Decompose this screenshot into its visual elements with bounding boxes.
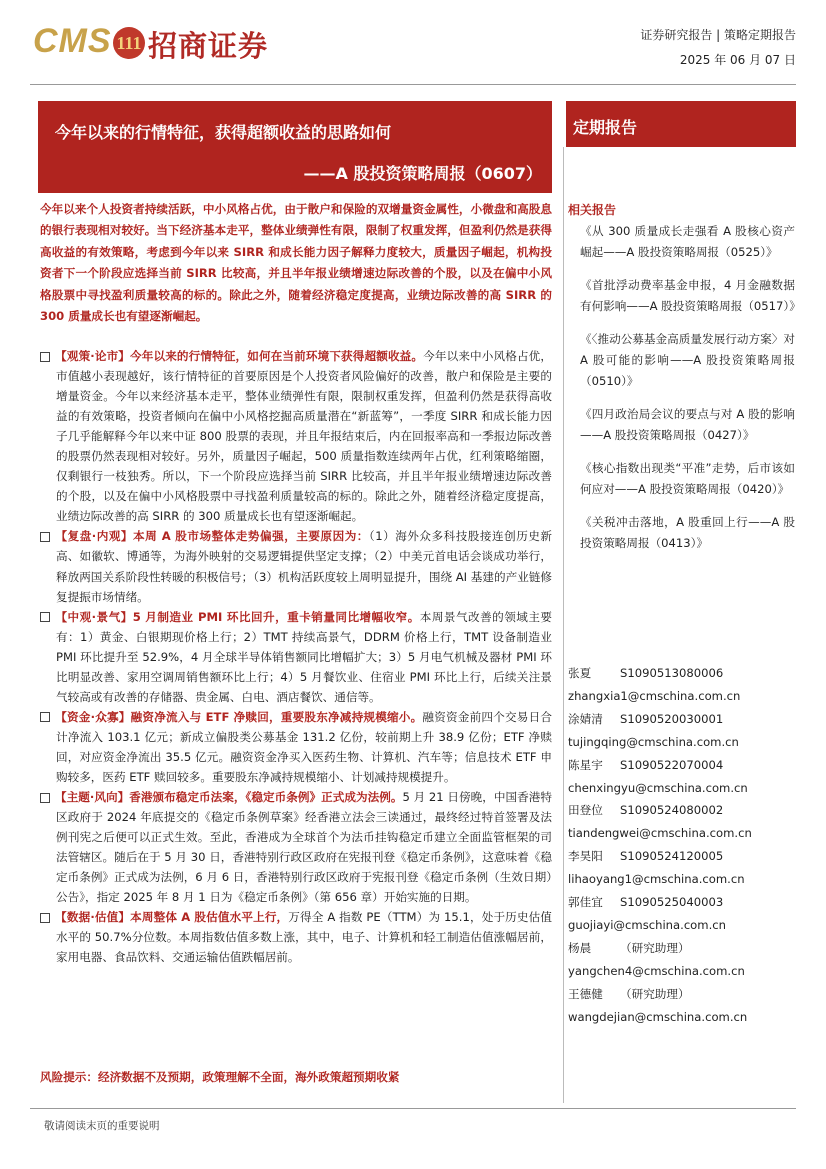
- section-text: 融资资金前四个交易日合计净流入 103.1 亿元；新成立偏股类公募基金 131.2 亿份，较前期上升 38.9 亿份；ETF 净赎回，对应资金净流出 35.5 亿元。融资资金净买入医药生物、计算机、汽车等；信息技术 ETF 申购较多，医药 ETF 赎回较多。重要股东净减持规模缩小、计划减持规模提升。: [56, 709, 552, 784]
- checkbox-bullet-icon: [40, 913, 50, 923]
- section-review: [40, 526, 552, 606]
- related-reports-list: [580, 221, 801, 566]
- footer-divider: [30, 1108, 796, 1109]
- analyst-name: 王德健: [568, 986, 603, 1001]
- analyst-id: S1090513080006: [620, 666, 724, 680]
- checkbox-bullet-icon: [40, 612, 50, 622]
- analyst-entry: [568, 799, 796, 822]
- header-divider: [30, 84, 796, 85]
- section-text: 5 月 21 日傍晚，中国香港特区政府于 2024 年底提交的《稳定币条例草案》经香港立法会三读通过，最终经过特首签署及法例刊宪之后便可以正式生效。至此，香港成为全球首个为法币挂钩稳定币建立全面监管框架的司法管辖区。随后在于 5 月 30 日，香港特别行政区政府在宪报刊登《稳定币条例》，这意味着《稳定币条例》正式成为法例，6 月 6 日，香港特别行政区政府于宪报刊登《稳定币条例（生效日期）公告》，指定 2025 年 8 月 1 日为《稳定币条例》（第 656 章）开始实施的日期。: [56, 790, 553, 905]
- analyst-id: （研究助理）: [620, 940, 690, 955]
- analyst-entry: [568, 891, 796, 914]
- section-lead: 【中观·景气】5 月制造业 PMI 环比回升，重卡销量同比增幅收窄。: [55, 609, 420, 624]
- section-lead: 【观策·论市】今年以来的行情特征，如何在当前环境下获得超额收益。: [55, 349, 424, 363]
- analyst-email[interactable]: yangchen4@cmschina.com.cn: [568, 963, 745, 978]
- analyst-email[interactable]: guojiayi@cmschina.com.cn: [568, 917, 726, 932]
- risk-warning: 风险提示：经济数据不及预期，政策理解不全面，海外政策超预期收紧: [40, 1070, 400, 1084]
- analyst-email[interactable]: zhangxia1@cmschina.com.cn: [568, 688, 741, 703]
- report-date: 2025 年 06 月 07 日: [679, 53, 796, 67]
- checkbox-bullet-icon: [40, 712, 50, 722]
- report-category: 定期报告: [573, 118, 638, 137]
- related-reports-heading: 相关报告: [568, 203, 617, 217]
- analyst-entry: [568, 983, 796, 1006]
- analyst-name: 涂婧清: [568, 711, 603, 726]
- checkbox-bullet-icon: [40, 532, 50, 542]
- analyst-entry: [568, 845, 796, 868]
- analyst-email[interactable]: tiandengwei@cmschina.com.cn: [568, 826, 752, 841]
- analyst-name: 张夏: [568, 666, 592, 680]
- analyst-id: S1090525040003: [620, 895, 724, 910]
- analyst-id: S1090524120005: [620, 849, 724, 864]
- checkbox-bullet-icon: [40, 793, 50, 803]
- logo-cms-text: CMS: [33, 22, 112, 60]
- report-subtitle: ——A 股投资策略周报（0607）: [303, 164, 542, 183]
- analyst-name: 李昊阳: [568, 849, 603, 864]
- summary-paragraph: 今年以来个人投资者持续活跃，中小风格占优，由于散户和保险的双增量资金属性，小微盘和高股息的银行表现相对较好。当下经济基本走平，整体业绩弹性有限，限制了权重发挥，但盈利仍然是获得高收益的有效策略，考虑到今年以来 SIRR 和成长能力因子解释力度较大，质量因子崛起，机构投资者下一个阶段应选择当前 SIRR 比较高，并且半年报业绩增速边际改善的个股，以及在偏中小风格股票中寻找盈利质量较高的标的。除此之外，随着经济稳定度提高，业绩边际改善的高 SIRR 的 300 质量成长也有望逐渐崛起。: [40, 202, 552, 324]
- analyst-entry: [568, 708, 796, 731]
- analyst-id: S1090522070004: [620, 757, 724, 772]
- section-funds: [40, 707, 552, 787]
- section-theme: [40, 787, 552, 907]
- section-valuation: [40, 907, 552, 967]
- analyst-id: （研究助理）: [620, 986, 690, 1001]
- checkbox-bullet-icon: [40, 352, 50, 362]
- section-text: 本周景气改善的领域主要有：1）黄金、白银期现价格上行；2）TMT 持续高景气，DDRM 价格上行，TMT 设备制造业 PMI 环比提升至 52.9%，4 月全球半导体销售额同比增幅扩大；3）5 月电气机械及器材 PMI 环比明显改善、家用空调周销售额环比上行；4）5 月餐饮业、住宿业 PMI 环比上行，后续关注景气较高或有改善的存储器、贵金属、白电、酒店餐饮、通信等。: [56, 609, 552, 704]
- logo-badge-icon: 111: [113, 27, 145, 59]
- section-viewpoint: [40, 346, 552, 526]
- footer-disclaimer: 敬请阅读末页的重要说明: [44, 1120, 160, 1132]
- analyst-email[interactable]: tujingqing@cmschina.com.cn: [568, 734, 739, 749]
- section-text: 今年以来中小风格占优，市值越小表现越好，该行情特征的首要原因是个人投资者风险偏好的改善，散户和保险是主要的增量资金。今年以来经济基本走平，整体业绩弹性有限，限制权重发挥，但盈利仍然是获得高收益的有效策略，投资者倾向在偏中小风格挖掘高质量潜在“新蓝筹”，一季度 SIRR 和成长能力因子几乎能解释今年以来中证 800 股票的表现，并且年报结束后，内在回报率高和一季报边际改善的股票仍然表现相对较好。另外，质量因子崛起，500 质量指数连续两年占优，红利策略缩圈，仅剩银行一枝独秀。所以，下一个阶段应选择当前 SIRR 比较高，并且半年报业绩增速边际改善的个股，以及在偏中小风格股票中寻找盈利质量较高的标的。除此之外，随着经济稳定度提高，业绩边际改善的高 SIRR 的 300 质量成长也有望逐渐崛起。: [56, 349, 552, 524]
- section-text: （1）海外众多科技股接连创历史新高、如徽软、博通等，为海外映射的交易逻辑提供坚定支撑；（2）中美元首电话会谈成功举行，释放两国关系阶段性转暖的积极信号；（3）机构活跃度较上周明显提升，围绕 AI 基建的产业链修复提振市场情绪。: [56, 529, 552, 604]
- related-report-link[interactable]: 《四月政治局会议的要点与对 A 股的影响——A 股投资策略周报（0427）》: [580, 407, 795, 442]
- analyst-name: 杨晨: [568, 940, 592, 955]
- section-sentiment: [40, 607, 552, 707]
- report-title: 今年以来的行情特征，获得超额收益的思路如何: [55, 123, 392, 142]
- analyst-name: 陈星宇: [568, 757, 603, 772]
- logo-company-name: 招商证券: [148, 29, 269, 63]
- body-sections: [40, 346, 552, 967]
- analyst-entry: [568, 754, 796, 777]
- analyst-name: 郭佳宜: [568, 895, 603, 910]
- analyst-email[interactable]: lihaoyang1@cmschina.com.cn: [568, 872, 745, 887]
- related-report-link[interactable]: 《首批浮动费率基金申报，4 月金融数据有何影响——A 股投资策略周报（0517）》: [580, 278, 801, 313]
- analyst-id: S1090520030001: [620, 711, 724, 726]
- analyst-entry: [568, 937, 796, 960]
- related-report-link[interactable]: 《〈推动公募基金高质量发展行动方案〉对 A 股可能的影响——A 股投资策略周报（0510）》: [580, 332, 795, 388]
- analyst-email[interactable]: chenxingyu@cmschina.com.cn: [568, 780, 748, 795]
- analyst-entry: [568, 662, 796, 685]
- analyst-email[interactable]: wangdejian@cmschina.com.cn: [568, 1009, 748, 1024]
- section-lead: 【复盘·内观】本周 A 股市场整体走势偏强，主要原因为：: [55, 529, 369, 544]
- analyst-id: S1090524080002: [620, 803, 724, 818]
- report-type: 证券研究报告 | 策略定期报告: [640, 28, 796, 42]
- analyst-list: [568, 662, 796, 1029]
- analyst-name: 田登位: [568, 803, 603, 818]
- related-report-link[interactable]: 《核心指数出现类“平准”走势，后市该如何应对——A 股投资策略周报（0420）》: [580, 461, 795, 496]
- related-report-link[interactable]: 《关税冲击落地，A 股重回上行——A 股投资策略周报（0413）》: [580, 515, 795, 550]
- section-lead: 【资金·众寡】融资净流入与 ETF 净赎回，重要股东净减持规模缩小。: [55, 709, 423, 724]
- section-lead: 【主题·风向】香港颁布稳定币法案，《稳定币条例》正式成为法例。: [55, 790, 403, 805]
- section-text: 万得全 A 指数 PE（TTM）为 15.1，处于历史估值水平的 50.7%分位数。本周指数估值多数上涨，其中，电子、计算机和轻工制造估值涨幅居前，家用电器、食品饮料、交通运输估值跌幅居前。: [56, 910, 552, 965]
- related-report-link[interactable]: 《从 300 质量成长走强看 A 股核心资产崛起——A 股投资策略周报（0525）》: [580, 224, 795, 259]
- column-divider: [563, 147, 564, 1103]
- section-lead: 【数据·估值】本周整体 A 股估值水平上行，: [55, 910, 289, 925]
